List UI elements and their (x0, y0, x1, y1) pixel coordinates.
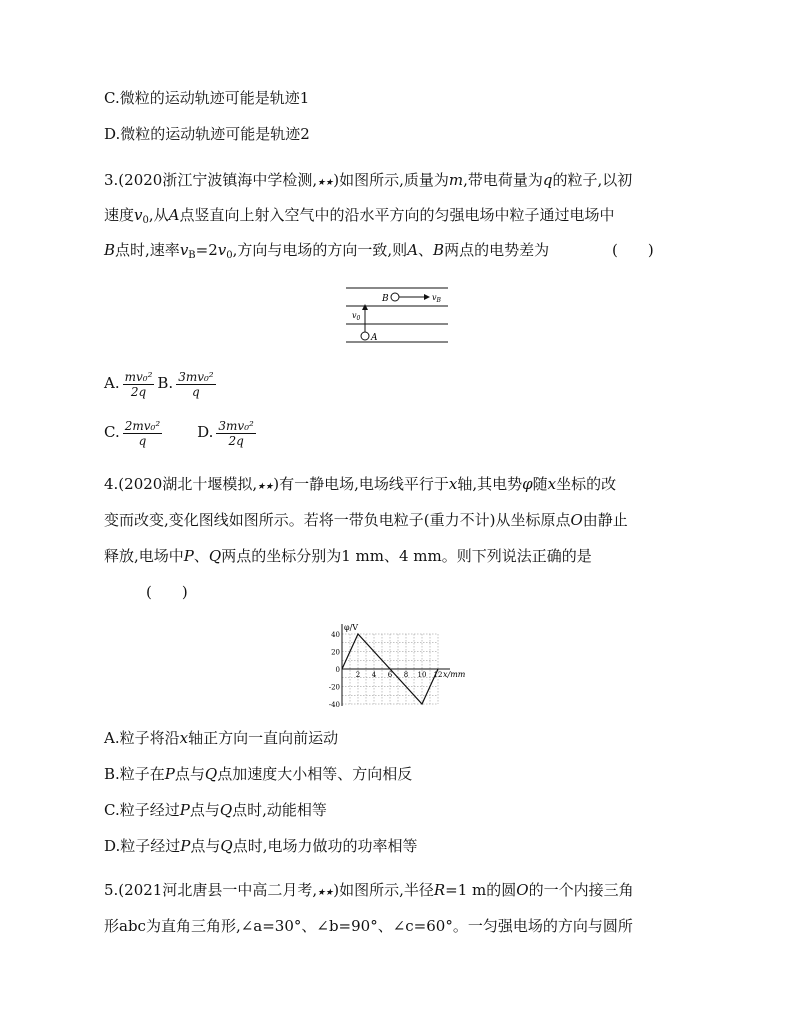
option-c-prev: C.微粒的运动轨迹可能是轨迹1 (104, 89, 310, 107)
q3-field-figure (344, 282, 450, 348)
label-a: A (371, 333, 378, 343)
y-tick-label: 20 (331, 648, 340, 657)
q4-option-b: B.粒子在P点与Q点加速度大小相等、方向相反 (104, 765, 413, 783)
q3-answer-paren: ( ) (612, 241, 654, 259)
label-vb: $v_B$ (432, 293, 441, 304)
point-b-marker (391, 293, 399, 301)
y-tick-labels (329, 631, 340, 709)
q4-option-c: C.粒子经过P点与Q点时,动能相等 (104, 801, 327, 819)
x-tick-label: 4 (371, 671, 377, 679)
difficulty-mark: ★★ (257, 482, 274, 492)
v0-arrowhead (362, 304, 368, 310)
option-c-fraction: $\frac{\text{2mv₀²}}{q}$ (124, 418, 161, 448)
x-tick-label: 10 (417, 671, 427, 679)
option-b-fraction: $\frac{\text{3mv₀²}}{q}$ (178, 369, 214, 399)
difficulty-mark: ★★ (317, 178, 334, 188)
x-tick-label: 12 (433, 671, 443, 679)
x-tick-label: 6 (387, 671, 393, 679)
y-tick-label: -20 (328, 683, 340, 692)
option-d-fraction: $\frac{\text{3mv₀²}}{2q}$ (218, 418, 254, 448)
vb-arrowhead (424, 294, 430, 300)
y-tick-label: 40 (331, 631, 340, 639)
q5-line1: 5.(2021河北唐县一中高二月考,★★)如图所示,半径R=1 m的圆O的一个内接三角 (104, 881, 634, 899)
q3-line1: 3.(2020浙江宁波镇海中学检测,★★)如图所示,质量为m,带电荷量为q的粒子,以初 (104, 171, 633, 189)
option-a-fraction: $\frac{\text{mv₀²}}{2q}$ (124, 369, 153, 399)
q5-line2: 形abc为直角三角形,∠a=30°、∠b=90°、∠c=60°。一匀强电场的方向与圆所 (104, 917, 633, 935)
label-b: B (382, 294, 389, 304)
q4-option-a: A.粒子将沿x轴正方向一直向前运动 (104, 729, 339, 747)
y-axis-label: φ/V (344, 623, 359, 632)
option-d-prev: D.微粒的运动轨迹可能是轨迹2 (104, 125, 310, 143)
difficulty-mark: ★★ (317, 888, 334, 898)
q3-options-cd: C. $\frac{\text{2mv₀²}}{q}$ D. $\frac{\text{3mv₀²}}{2q}$ (104, 418, 254, 448)
label-v0: $v_0$ (352, 311, 361, 322)
q3-line2: 速度$v_0$,从A点竖直向上射入空气中的沿水平方向的匀强电场中粒子通过电场中 (104, 206, 615, 226)
y-tick-label: 0 (335, 666, 340, 674)
potential-chart (320, 620, 480, 712)
q4-line1: 4.(2020湖北十堰模拟,★★)有一静电场,电场线平行于x轴,其电势φ随x坐标的改 (104, 475, 617, 493)
q4-line3: 释放,电场中P、Q两点的坐标分别为1 mm、4 mm。则下列说法正确的是 (104, 547, 592, 565)
x-tick-label: 2 (355, 671, 361, 679)
y-tick-label: -40 (328, 701, 340, 709)
point-a-marker (361, 332, 369, 340)
x-axis-label: x/mm (443, 670, 466, 679)
q3-line3: B点时,速率$v_B=2v_0$,方向与电场的方向一致,则A、B两点的电势差为 (104, 241, 550, 261)
x-tick-label: 8 (403, 671, 409, 679)
q4-line2: 变而改变,变化图线如图所示。若将一带负电粒子(重力不计)从坐标原点O由静止 (104, 511, 628, 529)
q3-options-ab: A. $\frac{\text{mv₀²}}{2q}$ B. $\frac{\text{3mv₀²}}{q}$ (104, 369, 214, 399)
q4-option-d: D.粒子经过P点与Q点时,电场力做功的功率相等 (104, 837, 418, 855)
q4-answer-paren: ( ) (146, 583, 188, 601)
